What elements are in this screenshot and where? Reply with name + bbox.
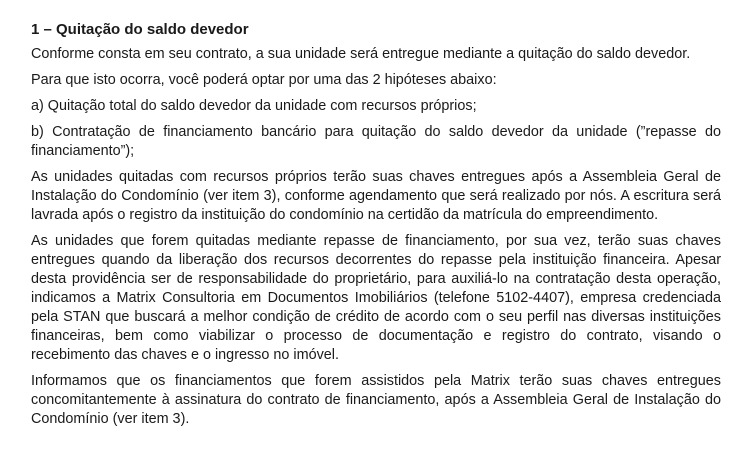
paragraph-option-a: a) Quitação total do saldo devedor da unidade com recursos próprios;: [31, 98, 477, 114]
paragraph-options-intro: Para que isto ocorra, você poderá optar por uma das 2 hipóteses abaixo:: [31, 72, 497, 88]
paragraph-financing: As unidades que forem quitadas mediante repasse de financiamento, por sua vez, terão suas chaves entregues quando da liberação dos recursos decorrentes do repasse pela instituição financeira. Apesar desta providência ser de responsabilidade do proprietário, para auxiliá-lo na contratação desta operação, indicamos a Matrix Consultoria em Documentos Imobiliários (telefone 5102-4407), empresa credenciada pela STAN que buscará a melhor condição de crédito de acordo com o seu perfil nas diversas instituições financeiras, bem como viabilizar o processo de documentação e registro do contrato, visando o recebimento das chaves e o ingresso no imóvel.: [31, 233, 721, 363]
paragraph-own-resources: As unidades quitadas com recursos próprios terão suas chaves entregues após a Assembleia Geral de Instalação do Condomínio (ver item 3), conforme agendamento que será realizado por nós. A escritura será lavrada após o registro da instituição do condomínio na certidão da matrícula do empreendimento.: [31, 169, 721, 223]
paragraph-option-b: b) Contratação de financiamento bancário para quitação do saldo devedor da unidade (”repasse do financiamento”);: [31, 124, 721, 159]
document-body: [31, 20, 721, 436]
section-heading: 1 – Quitação do saldo devedor: [31, 21, 249, 38]
paragraph-intro: Conforme consta em seu contrato, a sua unidade será entregue mediante a quitação do saldo devedor.: [31, 46, 691, 62]
paragraph-matrix-assisted: Informamos que os financiamentos que forem assistidos pela Matrix terão suas chaves entregues concomitantemente à assinatura do contrato de financiamento, após a Assembleia Geral de Instalação do Condomínio (ver item 3).: [31, 373, 721, 427]
